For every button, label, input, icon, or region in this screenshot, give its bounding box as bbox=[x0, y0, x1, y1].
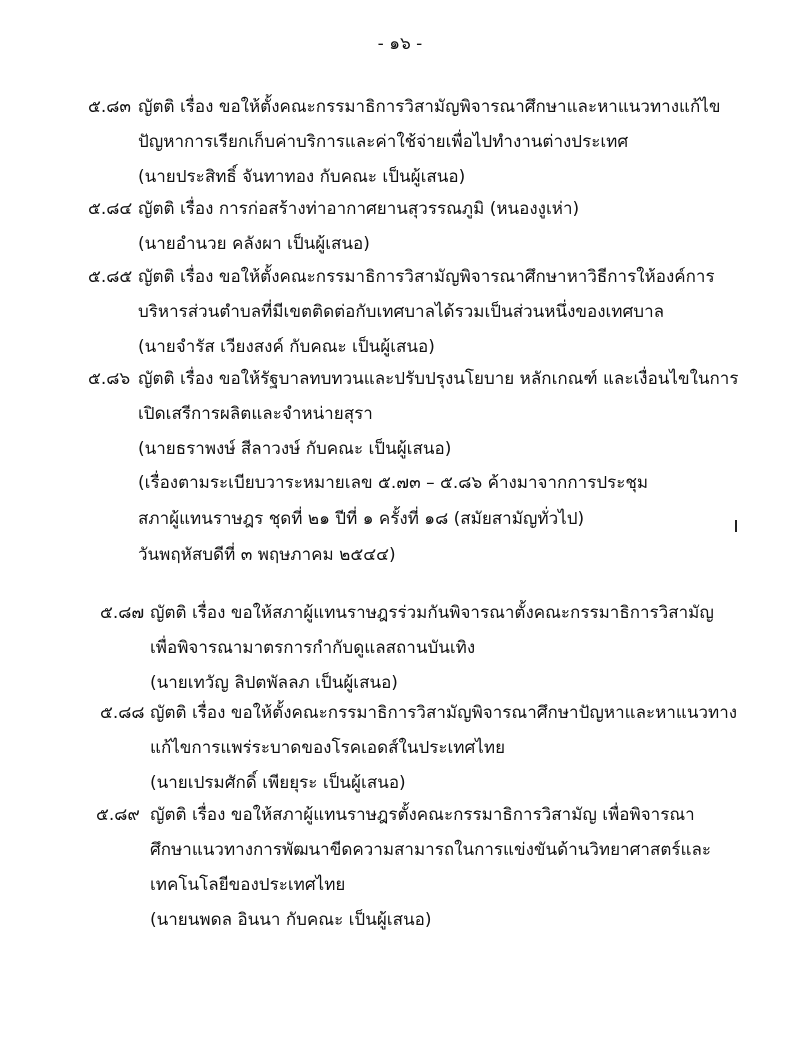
item-title-line: แก้ไขการแพร่ระบาดของโรคเอดส์ในประเทศไทย bbox=[150, 738, 506, 758]
item-title-line: ญัตติ เรื่อง ขอให้ตั้งคณะกรรมาธิการวิสามัญพิจารณาศึกษาปัญหาและหาแนวทาง bbox=[150, 703, 738, 723]
item-number: ๕.๘๓ bbox=[88, 97, 132, 117]
item-proposer: (นายธราพงษ์ สีลาวงษ์ กับคณะ เป็นผู้เสนอ) bbox=[138, 439, 452, 459]
agenda-note bbox=[138, 466, 648, 574]
item-title-line: เปิดเสรีการผลิตและจำหน่ายสุรา bbox=[138, 404, 373, 424]
item-proposer: (นายจำรัส เวียงสงค์ กับคณะ เป็นผู้เสนอ) bbox=[138, 337, 435, 357]
item-title-line: ญัตติ เรื่อง การก่อสร้างท่าอากาศยานสุวรรณภูมิ (หนองงูเห่า) bbox=[138, 199, 580, 219]
note-line: (เรื่องตามระเบียบวาระหมายเลข ๕.๗๓ – ๕.๘๖ ค้างมาจากการประชุม bbox=[138, 473, 649, 493]
item-title-line: ศึกษาแนวทางการพัฒนาขีดความสามารถในการแข่งขันด้านวิทยาศาสตร์และ bbox=[150, 840, 712, 860]
item-title-line: ญัตติ เรื่อง ขอให้ตั้งคณะกรรมาธิการวิสามัญพิจารณาศึกษาหาวิธีการให้องค์การ bbox=[138, 267, 715, 287]
item-number: ๕.๘๙ bbox=[96, 805, 140, 825]
item-title-line: ญัตติ เรื่อง ขอให้สภาผู้แทนราษฎรร่วมกันพิจารณาตั้งคณะกรรมาธิการวิสามัญ bbox=[150, 603, 714, 623]
item-title-line: เพื่อพิจารณามาตรการกำกับดูแลสถานบันเทิง bbox=[150, 638, 476, 658]
item-title-line: บริหารส่วนตำบลที่มีเขตติดต่อกับเทศบาลได้รวมเป็นส่วนหนึ่งของเทศบาล bbox=[138, 302, 665, 322]
item-proposer: (นายเทวัญ ลิปตพัลลภ เป็นผู้เสนอ) bbox=[150, 673, 398, 693]
item-proposer: (นายอำนวย คลังผา เป็นผู้เสนอ) bbox=[138, 234, 370, 254]
item-proposer: (นายนพดล อินนา กับคณะ เป็นผู้เสนอ) bbox=[150, 910, 432, 930]
scan-mark bbox=[735, 520, 737, 532]
note-line: วันพฤหัสบดีที่ ๓ พฤษภาคม ๒๕๔๔) bbox=[138, 545, 396, 565]
page-number: - ๑๖ - bbox=[377, 34, 423, 54]
item-title-line: ญัตติ เรื่อง ขอให้รัฐบาลทบทวนและปรับปรุงนโยบาย หลักเกณฑ์ และเงื่อนไขในการ bbox=[138, 369, 739, 389]
item-proposer: (นายเปรมศักดิ์ เพียยุระ เป็นผู้เสนอ) bbox=[150, 773, 406, 793]
item-title-line: ญัตติ เรื่อง ขอให้ตั้งคณะกรรมาธิการวิสามัญพิจารณาศึกษาและหาแนวทางแก้ไข bbox=[138, 97, 721, 117]
item-title-line: ญัตติ เรื่อง ขอให้สภาผู้แทนราษฎรตั้งคณะกรรมาธิการวิสามัญ เพื่อพิจารณา bbox=[150, 805, 695, 825]
item-number: ๕.๘๘ bbox=[100, 703, 145, 723]
item-title-line: ปัญหาการเรียกเก็บค่าบริการและค่าใช้จ่ายเพื่อไปทำงานต่างประเทศ bbox=[138, 132, 629, 152]
note-line: สภาผู้แทนราษฎร ชุดที่ ๒๑ ปีที่ ๑ ครั้งที่ ๑๘ (สมัยสามัญทั่วไป) bbox=[138, 509, 585, 529]
item-title-line: เทคโนโลยีของประเทศไทย bbox=[150, 875, 346, 895]
item-number: ๕.๘๔ bbox=[88, 199, 133, 219]
item-proposer: (นายประสิทธิ์ จันทาทอง กับคณะ เป็นผู้เสนอ) bbox=[138, 167, 466, 187]
item-number: ๕.๘๕ bbox=[88, 267, 133, 287]
item-number: ๕.๘๖ bbox=[88, 369, 131, 389]
item-number: ๕.๘๗ bbox=[100, 603, 145, 623]
